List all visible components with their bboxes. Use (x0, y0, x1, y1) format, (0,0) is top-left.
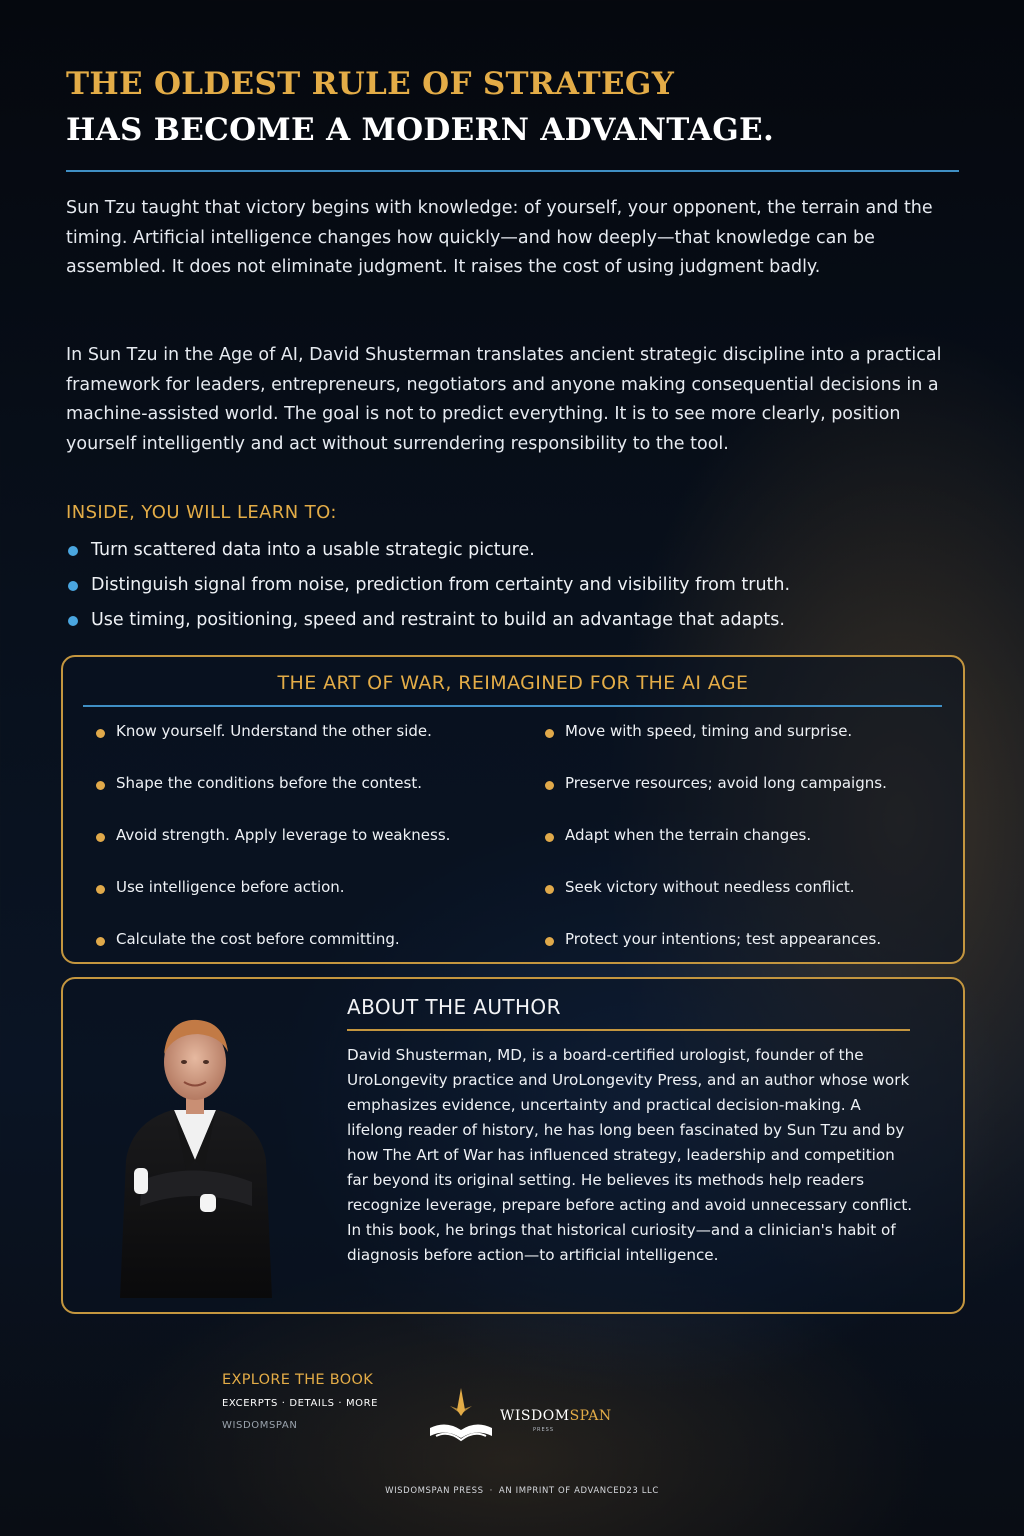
art-of-war-right-column (545, 722, 945, 962)
excerpts-link[interactable]: EXCERPTS (222, 1398, 278, 1409)
learn-list (66, 536, 966, 641)
footer-separator: · (489, 1486, 493, 1496)
principle-item (96, 826, 450, 844)
principle-text: Calculate the cost before committing. (116, 930, 400, 948)
footer-imprint: AN IMPRINT OF ADVANCED23 LLC (498, 1486, 659, 1496)
principle-item (96, 930, 400, 948)
bullet-icon (96, 885, 105, 894)
principle-text: Seek victory without needless conflict. (565, 878, 855, 896)
bullet-icon (545, 833, 554, 842)
more-link[interactable]: MORE (345, 1398, 379, 1409)
intro-paragraph-1: Sun Tzu taught that victory begins with knowledge: of yourself, your opponent, the terrain and the timing. Artificial intelligence changes how quickly—and how deeply—that knowledge can be assembled. It does not eliminate judgment. It raises the cost of using judgment badly. (66, 198, 933, 277)
intro-paragraph-2: In Sun Tzu in the Age of AI, David Shusterman translates ancient strategic discipline into a practical framework for leaders, entrepreneurs, negotiators and anyone making consequential decisions in a machine-assisted world. The goal is not to predict everything. It is to see more clearly, position yourself intelligently and act without surrendering responsibility to the tool. (66, 345, 942, 454)
learn-item (66, 571, 966, 606)
headline-divider (66, 170, 959, 172)
principle-text: Use intelligence before action. (116, 878, 345, 896)
learn-item-text: Use timing, positioning, speed and restraint to build an advantage that adapts. (91, 610, 785, 630)
brand-name (500, 1408, 612, 1424)
bullet-icon (545, 937, 554, 946)
bullet-icon (96, 781, 105, 790)
art-of-war-divider (83, 705, 942, 707)
brand-name-part2: SPAN (569, 1408, 612, 1424)
explore-links (222, 1398, 378, 1409)
author-heading: ABOUT THE AUTHOR (347, 995, 561, 1019)
bullet-icon (545, 885, 554, 894)
principle-item (96, 774, 422, 792)
principle-text: Protect your intentions; test appearances. (565, 930, 882, 948)
author-bio: David Shusterman, MD, is a board-certified urologist, founder of the UroLongevity practice and UroLongevity Press, and an author whose work emphasizes evidence, uncertainty and practical decision-making. A lifelong reader of history, he has long been fascinated by Sun Tzu and by how The Art of War has influenced strategy, leadership and competition far beyond its original setting. He believes its methods help readers recognize leverage, prepare before acting and avoid unnecessary conflict. In this book, he brings that historical curiosity—and a clinician's habit of diagnosis before action—to artificial intelligence. (347, 1046, 913, 1264)
footer-publisher: WISDOMSPAN PRESS (385, 1486, 484, 1496)
link-separator: · (338, 1398, 346, 1409)
bullet-icon (68, 546, 78, 556)
principle-text: Move with speed, timing and surprise. (565, 722, 853, 740)
principle-item (545, 878, 854, 896)
principle-text: Avoid strength. Apply leverage to weakness. (116, 826, 451, 844)
bullet-icon (96, 937, 105, 946)
learn-item (66, 536, 966, 571)
brand-subtitle: PRESS (533, 1427, 554, 1433)
principle-item (545, 722, 852, 740)
bullet-icon (96, 833, 105, 842)
principle-item (545, 826, 811, 844)
principle-text: Shape the conditions before the contest. (116, 774, 422, 792)
author-divider (347, 1029, 910, 1031)
headline-line-2: HAS BECOME A MODERN ADVANTAGE. (66, 112, 775, 148)
learn-item-text: Distinguish signal from noise, prediction from certainty and visibility from truth. (91, 575, 791, 595)
learn-item (66, 606, 966, 641)
bullet-icon (545, 729, 554, 738)
bullet-icon (68, 616, 78, 626)
wisdomspan-logo-icon (426, 1386, 496, 1452)
bullet-icon (545, 781, 554, 790)
details-link[interactable]: DETAILS (289, 1398, 335, 1409)
principle-item (545, 930, 881, 948)
principle-text: Know yourself. Understand the other side. (116, 722, 432, 740)
art-of-war-title: THE ART OF WAR, REIMAGINED FOR THE AI AGE (277, 672, 749, 694)
learn-item-text: Turn scattered data into a usable strategic picture. (91, 540, 535, 560)
explore-heading[interactable]: EXPLORE THE BOOK (222, 1372, 374, 1388)
principle-item (96, 878, 345, 896)
headline-line-1: THE OLDEST RULE OF STRATEGY (66, 66, 675, 102)
principle-text: Preserve resources; avoid long campaigns. (565, 774, 887, 792)
principle-item (96, 722, 432, 740)
principle-text: Adapt when the terrain changes. (565, 826, 812, 844)
learn-heading: INSIDE, YOU WILL LEARN TO: (66, 502, 337, 523)
brand-name-part1: WISDOM (500, 1408, 570, 1424)
art-of-war-left-column (96, 722, 536, 962)
bullet-icon (96, 729, 105, 738)
author-portrait (112, 1010, 278, 1298)
link-separator: · (281, 1398, 290, 1409)
principle-item (545, 774, 887, 792)
bullet-icon (68, 581, 78, 591)
explore-site-link[interactable]: WISDOMSPAN (222, 1420, 298, 1431)
footer (0, 1486, 1024, 1496)
